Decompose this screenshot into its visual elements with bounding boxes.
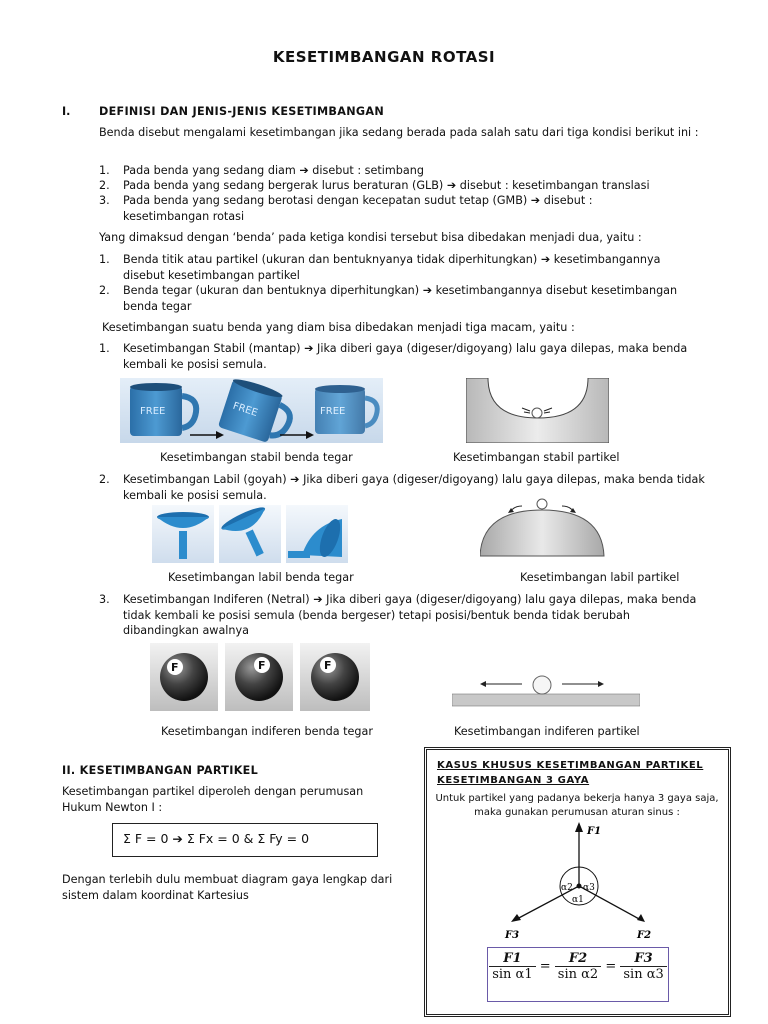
caption-unstable-particle: Kesetimbangan labil partikel [520,571,680,584]
stable-mugs-image [120,378,383,443]
section-1-number: I. [62,105,71,118]
list-number: 1. [99,253,110,266]
list-text: Kesetimbangan Indiferen (Netral) ➔ Jika diberi gaya (digeser/digoyang) lalu gaya dilepas, maka benda tidak kembali ke posisi semula (benda bergeser) tetapi posisi/bentuk benda tidak berubah dibandingkan awalnya [123,593,697,637]
unstable-funnels-image [152,505,348,563]
alpha2-label: α2 [561,883,573,893]
list-item [99,592,709,640]
list-text: Kesetimbangan Labil (goyah) ➔ Jika diberi gaya (digeser/digoyang) lalu gaya dilepas, maka benda tidak kembali ke posisi semula. [123,473,705,502]
caption-stable-rigid: Kesetimbangan stabil benda tegar [160,451,353,464]
list-number: 1. [99,164,110,177]
section-2-intro: Kesetimbangan partikel diperoleh dengan perumusan Hukum Newton I : [62,785,364,814]
caption-neutral-rigid: Kesetimbangan indiferen benda tegar [161,725,373,738]
types-intro: Kesetimbangan suatu benda yang diam bisa dibedakan menjadi tiga macam, yaitu : [102,321,575,334]
caption-neutral-particle: Kesetimbangan indiferen partikel [454,725,640,738]
alpha3-label: α3 [583,883,595,893]
list-number: 3. [99,593,110,606]
list-number: 1. [99,342,110,355]
neutral-particle-flat-image [452,660,640,710]
stable-particle-bowl-image [466,378,609,443]
list-item [99,341,699,373]
svg-text:F: F [258,659,266,672]
ball-2 [235,653,283,701]
svg-text:FREE: FREE [231,400,259,420]
list-number: 3. [99,194,110,207]
f1-label: F1 [587,826,602,837]
list-text: Benda tegar (ukuran dan bentuknya diperhitungkan) ➔ kesetimbangannya disebut kesetimbangan benda tegar [123,284,678,313]
svg-text:FREE: FREE [320,406,346,417]
section-1-intro: Benda disebut mengalami kesetimbangan jika sedang berada pada salah satu dari tiga kondisi berikut ini : [99,126,699,139]
list-text: Pada benda yang sedang bergerak lurus beraturan (GLB) ➔ disebut : kesetimbangan translasi [123,179,650,192]
ball-3 [311,653,359,701]
caption-stable-particle: Kesetimbangan stabil partikel [453,451,620,464]
list-text: Kesetimbangan Stabil (mantap) ➔ Jika diberi gaya (digeser/digoyang) lalu gaya dilepas, maka benda kembali ke posisi semula. [123,342,688,371]
special-case-heading: KASUS KHUSUS KESETIMBANGAN PARTIKEL [437,760,704,771]
sine-rule-text: Untuk partikel yang padanya bekerja hanya 3 gaya saja, maka gunakan perumusan aturan sinus : [435,793,719,818]
list-text: Pada benda yang sedang diam ➔ disebut : setimbang [123,164,424,177]
three-force-diagram [487,820,667,950]
ball-1 [160,653,208,701]
f2-label: F2 [637,930,652,941]
svg-text:FREE: FREE [140,406,166,417]
list-number: 2. [99,473,110,486]
list-item [99,193,639,225]
page-title: KESETIMBANGAN ROTASI [272,48,496,66]
newton-formula-box [112,823,378,857]
section-1-heading: DEFINISI DAN JENIS-JENIS KESETIMBANGAN [99,105,384,118]
benda-intro: Yang dimaksud dengan ‘benda’ pada ketiga kondisi tersebut bisa dibedakan menjadi dua, yaitu : [99,231,642,244]
section-2-outro: Dengan terlebih dulu membuat diagram gaya lengkap dari sistem dalam koordinat Kartesius [62,873,393,902]
list-item [99,252,699,284]
list-number: 2. [99,284,110,297]
svg-text:F: F [324,659,332,672]
newton-formula: Σ F = 0 ➔ Σ Fx = 0 & Σ Fy = 0 [123,831,310,846]
svg-text:F: F [171,661,179,674]
list-text: Benda titik atau partikel (ukuran dan bentuknyanya tidak diperhitungkan) ➔ kesetimbangannya disebut kesetimbangan partikel [123,253,661,282]
list-item [99,283,709,315]
unstable-particle-dome-image [480,496,605,558]
list-item [99,472,719,504]
list-item [99,178,709,194]
f3-label: F3 [505,930,520,941]
caption-unstable-rigid: Kesetimbangan labil benda tegar [168,571,354,584]
list-text: Pada benda yang sedang berotasi dengan kecepatan sudut tetap (GMB) ➔ disebut : kesetimbangan rotasi [123,194,593,223]
list-item [99,163,709,179]
alpha1-label: α1 [572,895,584,905]
section-2-heading: II. KESETIMBANGAN PARTIKEL [62,764,259,777]
neutral-balls-image [150,643,370,711]
list-number: 2. [99,179,110,192]
sine-rule-formula: $\frac{F1}{\text{sin α1}}$ = $\frac{F2}{\text{sin α2}}$ = $\frac{F3}{\text{sin α3}}$ [487,947,669,1002]
three-force-heading: KESETIMBANGAN 3 GAYA [437,775,590,786]
special-case-box [424,747,731,1017]
